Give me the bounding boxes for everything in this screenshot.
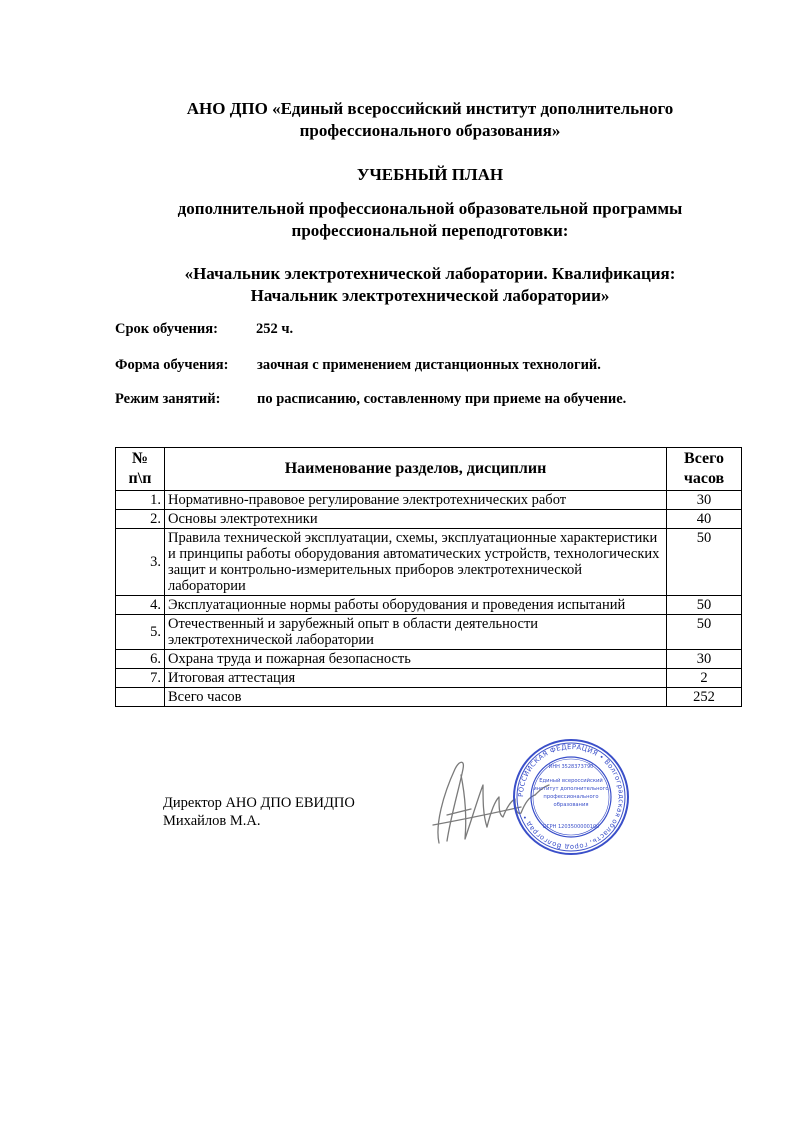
row-hours: 50: [667, 596, 742, 615]
table-row: [116, 615, 742, 650]
header-hours-line-1: Всего: [684, 450, 724, 467]
row-number: 4.: [116, 596, 165, 615]
row-number: 5.: [116, 615, 165, 650]
mode-label: Режим занятий:: [115, 391, 221, 407]
mode-value: по расписанию, составленному при приеме на обучение.: [257, 391, 627, 407]
total-hours: 252: [667, 688, 742, 707]
table-row: [116, 596, 742, 615]
row-name: Охрана труда и пожарная безопасность: [165, 650, 667, 669]
svg-text:профессионального: профессионального: [543, 794, 599, 800]
org-line-2: профессионального образования»: [299, 121, 561, 140]
row-number: 7.: [116, 669, 165, 688]
header-hours-line-2: часов: [683, 470, 725, 487]
header-number-line-2: п\п: [128, 470, 152, 487]
signer-name: Михайлов М.А.: [163, 813, 261, 829]
form-value: заочная с применением дистанционных технологий.: [257, 357, 601, 373]
svg-text:ОГРН 1203500000100: ОГРН 1203500000100: [542, 824, 600, 830]
row-name: Основы электротехники: [165, 510, 667, 529]
program-type: [100, 198, 760, 242]
table-row: [116, 529, 742, 596]
header-number: [116, 448, 165, 491]
total-number: [116, 688, 165, 707]
org-line-1: АНО ДПО «Единый всероссийский институт дополнительного: [186, 99, 674, 118]
signature-block: [163, 794, 355, 830]
header-hours: [667, 448, 742, 491]
row-number: 3.: [116, 529, 165, 596]
svg-text:ИНН 3528373790: ИНН 3528373790: [548, 764, 594, 770]
table-total-row: [116, 688, 742, 707]
svg-text:институт дополнительного: институт дополнительного: [533, 786, 609, 792]
duration-row: [115, 320, 294, 338]
program-line-1: дополнительной профессиональной образовательной программы: [177, 199, 683, 218]
row-name: Нормативно-правовое регулирование электротехнических работ: [165, 491, 667, 510]
row-number: 1.: [116, 491, 165, 510]
row-hours: 30: [667, 491, 742, 510]
row-name: Отечественный и зарубежный опыт в области деятельности электротехнической лаборатории: [165, 615, 667, 650]
program-name-line-2: Начальник электротехнической лаборатории»: [250, 286, 610, 305]
curriculum-table: [115, 447, 742, 707]
duration-value: 252 ч.: [256, 321, 294, 337]
program-name-line-1: «Начальник электротехнической лаборатории. Квалификация:: [184, 264, 676, 283]
form-label: Форма обучения:: [115, 357, 229, 373]
table-row: [116, 491, 742, 510]
row-hours: 2: [667, 669, 742, 688]
table-row: [116, 650, 742, 669]
organization-stamp: [512, 738, 630, 856]
organization-name: [100, 98, 760, 142]
svg-text:РОССИЙСКАЯ ФЕДЕРАЦИЯ • Волгогр: РОССИЙСКАЯ ФЕДЕРАЦИЯ • Волгоградская область, город Волгоград •: [516, 742, 626, 852]
row-hours: 50: [667, 529, 742, 596]
svg-text:образования: образования: [553, 802, 589, 808]
total-label: Всего часов: [165, 688, 667, 707]
row-name: Эксплуатационные нормы работы оборудования и проведения испытаний: [165, 596, 667, 615]
row-number: 2.: [116, 510, 165, 529]
program-name: [80, 263, 780, 307]
row-hours: 40: [667, 510, 742, 529]
row-hours: 50: [667, 615, 742, 650]
table-row: [116, 510, 742, 529]
row-name: Правила технической эксплуатации, схемы, эксплуатационные характеристики и принципы работы оборудования автоматических устройств, технологических защит и контрольно-измерительных приборов электротехнической лаборатории: [165, 529, 667, 596]
svg-text:Единый всероссийский: Единый всероссийский: [539, 778, 603, 784]
table-header-row: [116, 448, 742, 491]
signer-position: Директор АНО ДПО ЕВИДПО: [163, 795, 355, 811]
row-hours: 30: [667, 650, 742, 669]
document-title: УЧЕБНЫЙ ПЛАН: [356, 165, 504, 184]
header-number-line-1: №: [131, 450, 149, 467]
form-row: [115, 356, 601, 374]
row-number: 6.: [116, 650, 165, 669]
header-name: Наименование разделов, дисциплин: [165, 448, 667, 491]
row-name: Итоговая аттестация: [165, 669, 667, 688]
table-row: [116, 669, 742, 688]
duration-label: Срок обучения:: [115, 321, 218, 337]
program-line-2: профессиональной переподготовки:: [291, 221, 569, 240]
mode-row: [115, 390, 627, 408]
